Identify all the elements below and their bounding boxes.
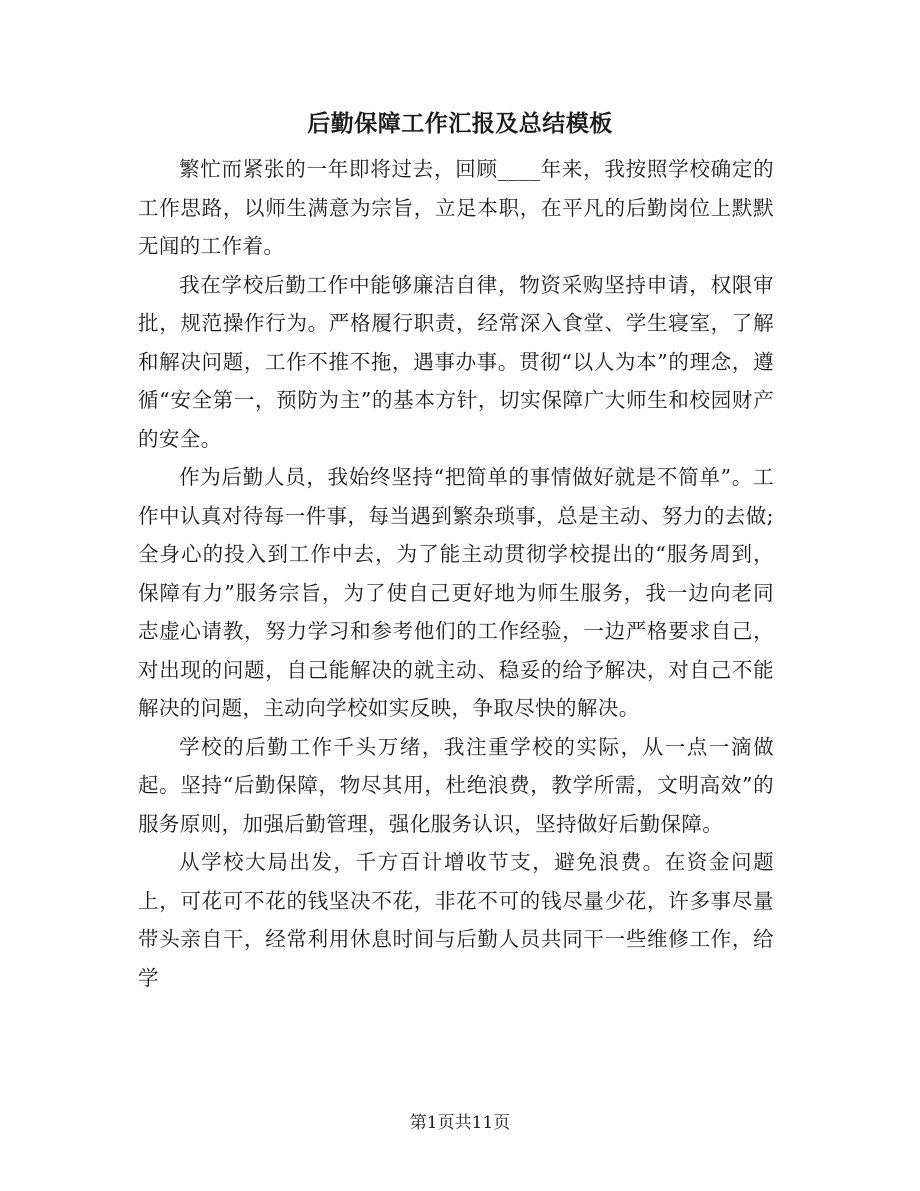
document-body xyxy=(138,150,774,997)
document-title: 后勤保障工作汇报及总结模板 xyxy=(307,110,613,137)
page-number-footer: 第1页共11页 xyxy=(409,1113,511,1133)
paragraph-3: 作为后勤人员，我始终坚持“把简单的事情做好就是不简单”。工作中认真对待每一件事，每当遇到繁杂琐事，总是主动、努力的去做;全身心的投入到工作中去，为了能主动贯彻学校提出的“服务周到，保障有力”服务宗旨，为了使自己更好地为师生服务，我一边向老同志虚心请教，努力学习和参考他们的工作经验，一边严格要求自己，对出现的问题，自己能解决的就主动、稳妥的给予解决，对自己不能解决的问题，主动向学校如实反映，争取尽快的解决。 xyxy=(138,465,774,720)
paragraph-5: 从学校大局出发，千方百计增收节支，避免浪费。在资金问题上，可花可不花的钱坚决不花，非花不可的钱尽量少花，许多事尽量带头亲自干，经常利用休息时间与后勤人员共同干一些维修工作，给学 xyxy=(138,850,774,990)
paragraph-4: 学校的后勤工作千头万绪，我注重学校的实际，从一点一滴做起。坚持“后勤保障，物尽其用，杜绝浪费，教学所需，文明高效”的服务原则，加强后勤管理，强化服务认识，坚持做好后勤保障。 xyxy=(138,734,774,836)
paragraph-1: 繁忙而紧张的一年即将过去，回顾____年来，我按照学校确定的工作思路，以师生满意为宗旨，立足本职，在平凡的后勤岗位上默默无闻的工作着。 xyxy=(138,157,774,258)
paragraph-2: 我在学校后勤工作中能够廉洁自律，物资采购坚持申请，权限审批，规范操作行为。严格履行职责，经常深入食堂、学生寝室，了解和解决问题，工作不推不拖，遇事办事。贯彻“以人为本”的理念，遵循“安全第一，预防为主”的基本方针，切实保障广大师生和校园财产的安全。 xyxy=(138,272,774,451)
